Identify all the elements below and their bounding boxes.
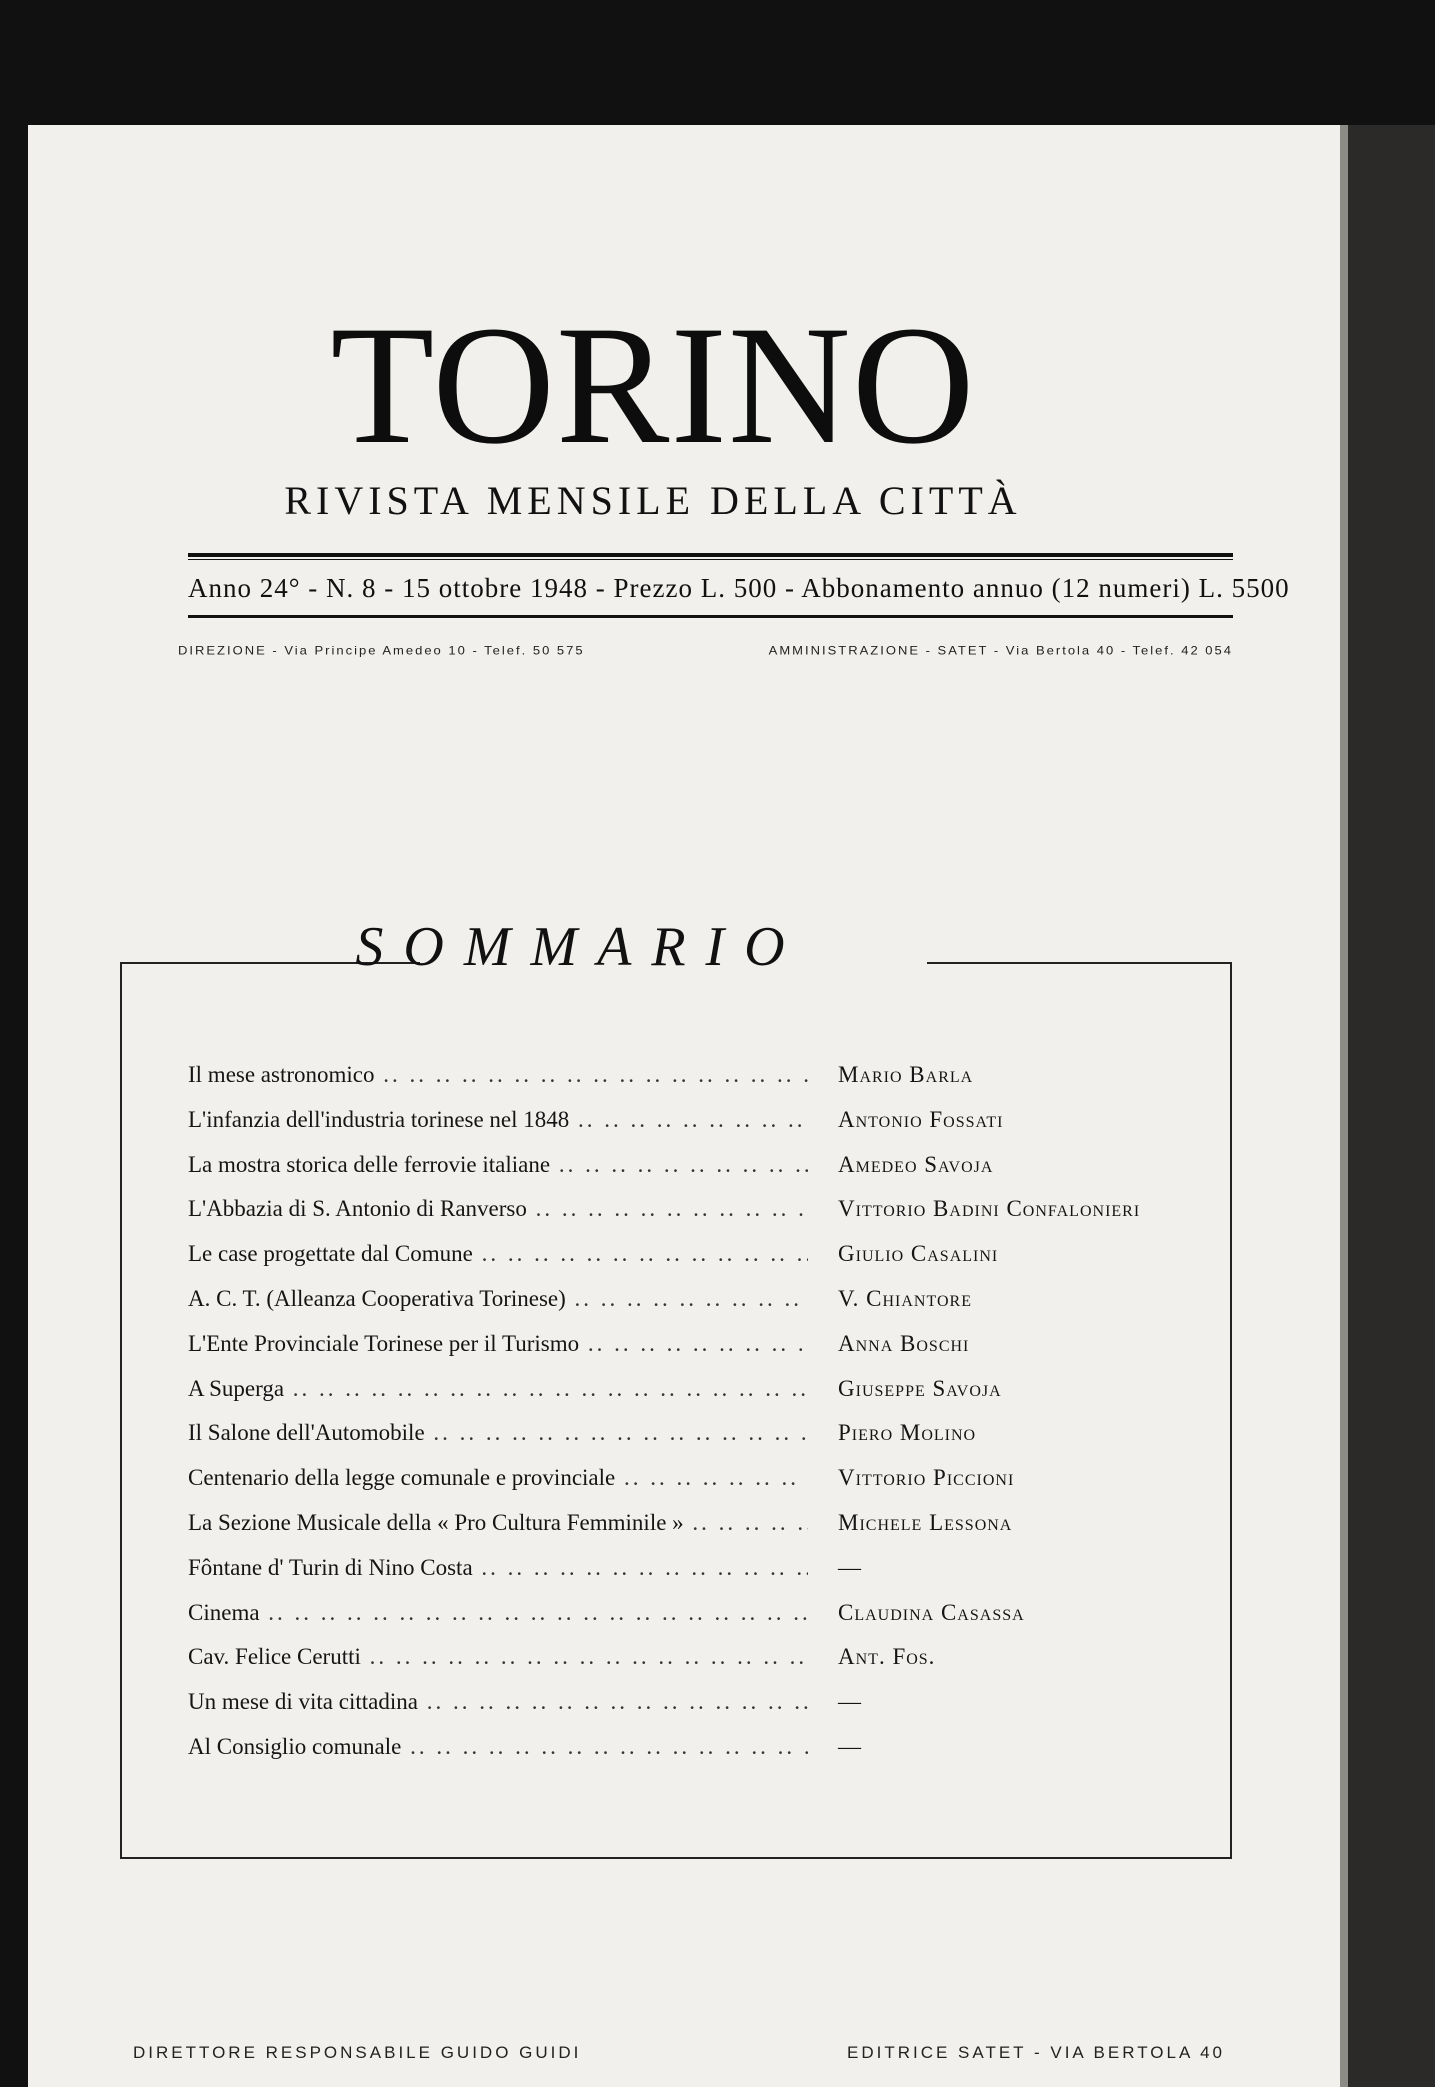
issue-info-line: Anno 24° - N. 8 - 15 ottobre 1948 - Prezzo L. 500 - Abbonamento annuo (12 numeri) L. 5500 — [188, 573, 1290, 603]
toc-entry-title: La Sezione Musicale della « Pro Cultura Femminile » .. .. — [188, 1510, 808, 1536]
magazine-page — [28, 125, 1340, 2087]
toc-entry — [188, 1510, 1228, 1555]
toc-entry-author: Antonio Fossati — [838, 1106, 1004, 1132]
scan-right-margin — [1348, 125, 1435, 2087]
toc-entry-author: Ant. Fos. — [838, 1644, 936, 1670]
toc-entry-author: — — [838, 1689, 862, 1715]
toc-entry-title: Il Salone dell'Automobile .. .. — [188, 1420, 808, 1446]
masthead-subtitle: RIVISTA MENSILE DELLA CITTÀ — [284, 478, 1022, 523]
toc-entry-title: L'Abbazia di S. Antonio di Ranverso .. .. — [188, 1196, 808, 1222]
toc-entry-author: Michele Lessona — [838, 1509, 1013, 1535]
toc-entry-author: V. Chiantore — [838, 1285, 972, 1311]
toc-entry-author: Anna Boschi — [838, 1330, 970, 1356]
toc-entry-author: Piero Molino — [838, 1420, 977, 1446]
toc-entry-author: Vittorio Badini Confalonieri — [838, 1196, 1141, 1222]
toc-entry — [188, 1331, 1228, 1376]
toc-entry-author: Giulio Casalini — [838, 1241, 999, 1267]
sommario-heading: SOMMARIO — [355, 916, 805, 978]
toc-entry — [188, 1152, 1228, 1197]
toc-entry — [188, 1600, 1228, 1645]
toc-entry-title: Fôntane d' Turin di Nino Costa .. .. — [188, 1555, 808, 1581]
toc-entry — [188, 1286, 1228, 1331]
toc-entry — [188, 1734, 1228, 1779]
footer-publisher: EDITRICE SATET - VIA BERTOLA 40 — [846, 2043, 1225, 2062]
toc-entry-title: Centenario della legge comunale e provinciale .. .. — [188, 1465, 808, 1491]
toc-entry — [188, 1555, 1228, 1600]
top-rule-thin — [188, 559, 1233, 560]
masthead-title: TORINO — [330, 291, 976, 479]
table-of-contents — [188, 1062, 1228, 1779]
toc-entry — [188, 1420, 1228, 1465]
toc-entry-title: Un mese di vita cittadina .. .. — [188, 1689, 808, 1715]
toc-entry-title: A Superga .. .. — [188, 1376, 808, 1402]
toc-entry — [188, 1107, 1228, 1152]
toc-entry-author: Giuseppe Savoja — [838, 1375, 1002, 1401]
amministrazione-address: AMMINISTRAZIONE - SATET - Via Bertola 40 - Telef. 42 054 — [768, 643, 1233, 658]
top-rule — [188, 553, 1233, 557]
toc-entry — [188, 1062, 1228, 1107]
toc-entry-title: Cav. Felice Cerutti .. .. — [188, 1644, 808, 1670]
toc-entry-author: Vittorio Piccioni — [838, 1465, 1015, 1491]
toc-entry-author: Claudina Casassa — [838, 1599, 1025, 1625]
office-addresses — [178, 644, 1233, 658]
bottom-rule — [188, 615, 1233, 618]
toc-entry-author: Mario Barla — [838, 1062, 974, 1087]
toc-entry-title: Cinema .. .. — [188, 1600, 808, 1626]
toc-entry-title: L'Ente Provinciale Torinese per il Turismo .. .. — [188, 1331, 808, 1357]
toc-entry-title: A. C. T. (Alleanza Cooperativa Torinese) .. .. — [188, 1286, 808, 1312]
toc-entry — [188, 1376, 1228, 1421]
toc-entry — [188, 1689, 1228, 1734]
toc-entry-title: La mostra storica delle ferrovie italiane .. .. — [188, 1152, 808, 1178]
toc-entry-author: — — [838, 1733, 862, 1759]
scan-top-band — [0, 0, 1435, 125]
toc-entry-author: Amedeo Savoja — [838, 1151, 994, 1177]
toc-entry-title: Al Consiglio comunale .. .. — [188, 1734, 808, 1760]
footer-director: DIRETTORE RESPONSABILE GUIDO GUIDI — [133, 2043, 582, 2062]
toc-entry — [188, 1465, 1228, 1510]
toc-entry-title: Il mese astronomico .. .. — [188, 1062, 808, 1088]
direzione-address: DIREZIONE - Via Principe Amedeo 10 - Telef. 50 575 — [178, 643, 585, 658]
toc-entry — [188, 1241, 1228, 1286]
toc-entry — [188, 1196, 1228, 1241]
toc-entry-title: Le case progettate dal Comune .. .. — [188, 1241, 808, 1267]
toc-entry-author: — — [838, 1554, 862, 1580]
toc-entry-title: L'infanzia dell'industria torinese nel 1848 .. .. — [188, 1107, 808, 1133]
toc-entry — [188, 1644, 1228, 1689]
